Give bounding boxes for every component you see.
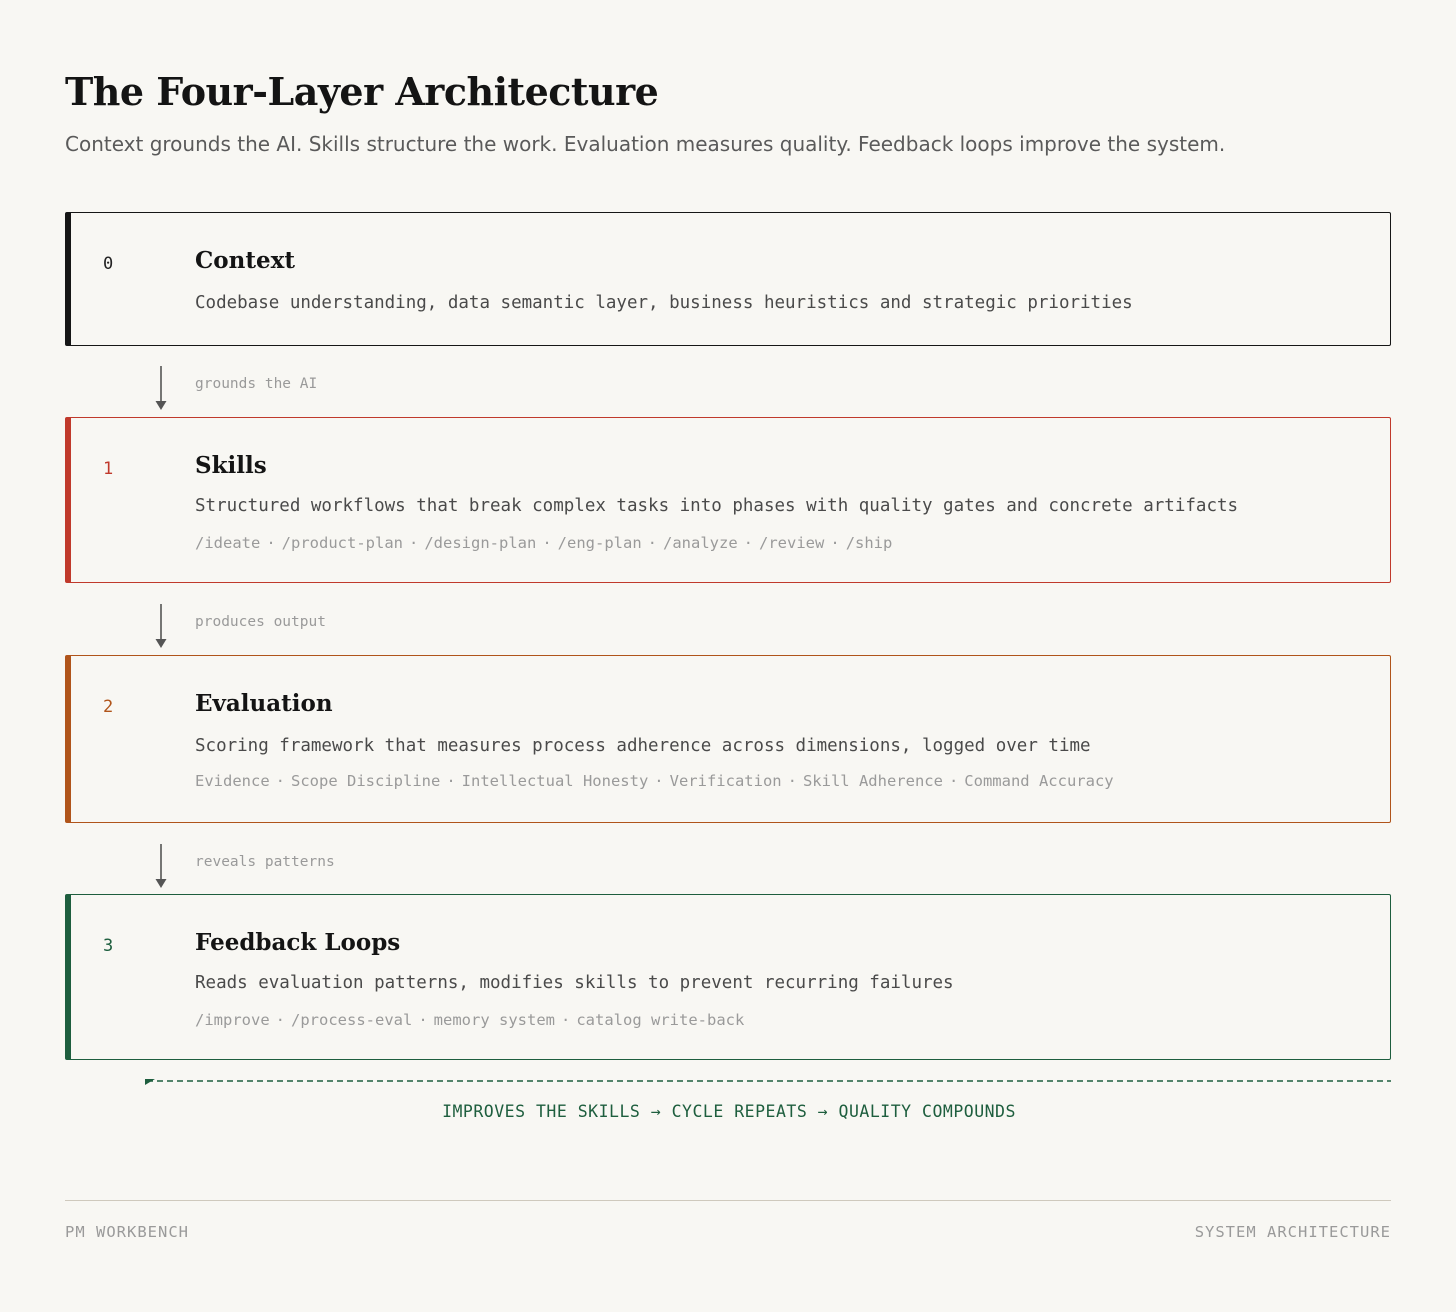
tag-item: Verification — [669, 772, 782, 790]
tag-separator: · — [787, 772, 797, 790]
connector-label: grounds the AI — [195, 376, 318, 392]
tag-item: catalog write-back — [576, 1011, 745, 1029]
tag-item: /product-plan — [281, 534, 403, 552]
layer-description: Reads evaluation patterns, modifies skills to prevent recurring failures — [195, 973, 954, 993]
footer-left-label: PM WORKBENCH — [65, 1223, 189, 1241]
layer-number: 3 — [103, 936, 114, 956]
tag-separator: · — [948, 772, 959, 790]
tag-item: Command Accuracy — [964, 772, 1114, 790]
layer-number: 0 — [103, 254, 114, 274]
tag-separator: · — [830, 534, 840, 552]
layer-description: Codebase understanding, data semantic layer, business heuristics and strategic priorities — [195, 293, 1133, 313]
layer-card-context — [65, 212, 1391, 346]
tag-separator: · — [275, 772, 285, 790]
tag-item: Skill Adherence — [802, 772, 943, 790]
tag-separator: · — [409, 534, 419, 552]
loop-dashed-arrow — [143, 1072, 1391, 1092]
layer-tags — [195, 534, 892, 552]
tag-separator: · — [275, 1011, 285, 1029]
tag-item: /review — [759, 534, 825, 552]
layer-card-evaluation — [65, 655, 1391, 823]
tag-separator: · — [266, 534, 276, 552]
connector-produces — [155, 602, 555, 652]
layer-card-feedback-loops — [65, 894, 1391, 1060]
tag-separator: · — [743, 534, 754, 552]
tag-item: /ideate — [195, 534, 261, 552]
tag-item: /improve — [195, 1011, 270, 1029]
tag-item: Evidence — [195, 772, 270, 790]
connector-reveals — [155, 842, 555, 892]
tag-separator: · — [561, 1011, 571, 1029]
layer-number: 1 — [103, 459, 114, 479]
connector-grounds — [155, 364, 555, 414]
layer-description: Structured workflows that break complex tasks into phases with quality gates and concrete artifacts — [195, 496, 1239, 516]
layer-number: 2 — [103, 697, 114, 717]
layer-tags — [195, 1011, 744, 1029]
tag-separator: · — [542, 534, 552, 552]
tag-item: Scope Discipline — [291, 772, 441, 790]
page-title: The Four-Layer Architecture — [65, 69, 659, 114]
arrow-down-icon — [155, 364, 169, 414]
layer-name: Skills — [195, 452, 267, 479]
layer-name: Feedback Loops — [195, 929, 401, 956]
layer-tags — [195, 772, 1114, 790]
tag-item: Intellectual Honesty — [461, 772, 649, 790]
tag-item: /design-plan — [424, 534, 537, 552]
loop-arrowhead-icon — [145, 1079, 155, 1085]
layer-description: Scoring framework that measures process adherence across dimensions, logged over time — [195, 736, 1091, 756]
connector-label: produces output — [195, 614, 326, 630]
page-subtitle: Context grounds the AI. Skills structure the work. Evaluation measures quality. Feedback loops improve the system. — [65, 132, 1226, 156]
tag-item: /analyze — [663, 534, 738, 552]
tag-separator: · — [446, 772, 456, 790]
tag-item: /ship — [845, 534, 893, 552]
tag-separator: · — [647, 534, 658, 552]
tag-item: /process-eval — [291, 1011, 413, 1029]
loop-caption: IMPROVES THE SKILLS → CYCLE REPEATS → QUALITY COMPOUNDS — [442, 1102, 1016, 1121]
layer-name: Context — [195, 247, 295, 274]
arrow-down-icon — [155, 602, 169, 652]
layer-card-skills — [65, 417, 1391, 583]
architecture-page — [65, 0, 1391, 1312]
layer-name: Evaluation — [195, 690, 333, 717]
tag-item: memory system — [433, 1011, 555, 1029]
connector-label: reveals patterns — [195, 854, 335, 870]
tag-item: /eng-plan — [557, 534, 642, 552]
arrow-down-icon — [155, 842, 169, 892]
footer-divider — [65, 1200, 1391, 1201]
footer-right-label: SYSTEM ARCHITECTURE — [1194, 1223, 1391, 1241]
tag-separator: · — [418, 1011, 428, 1029]
tag-separator: · — [654, 772, 664, 790]
